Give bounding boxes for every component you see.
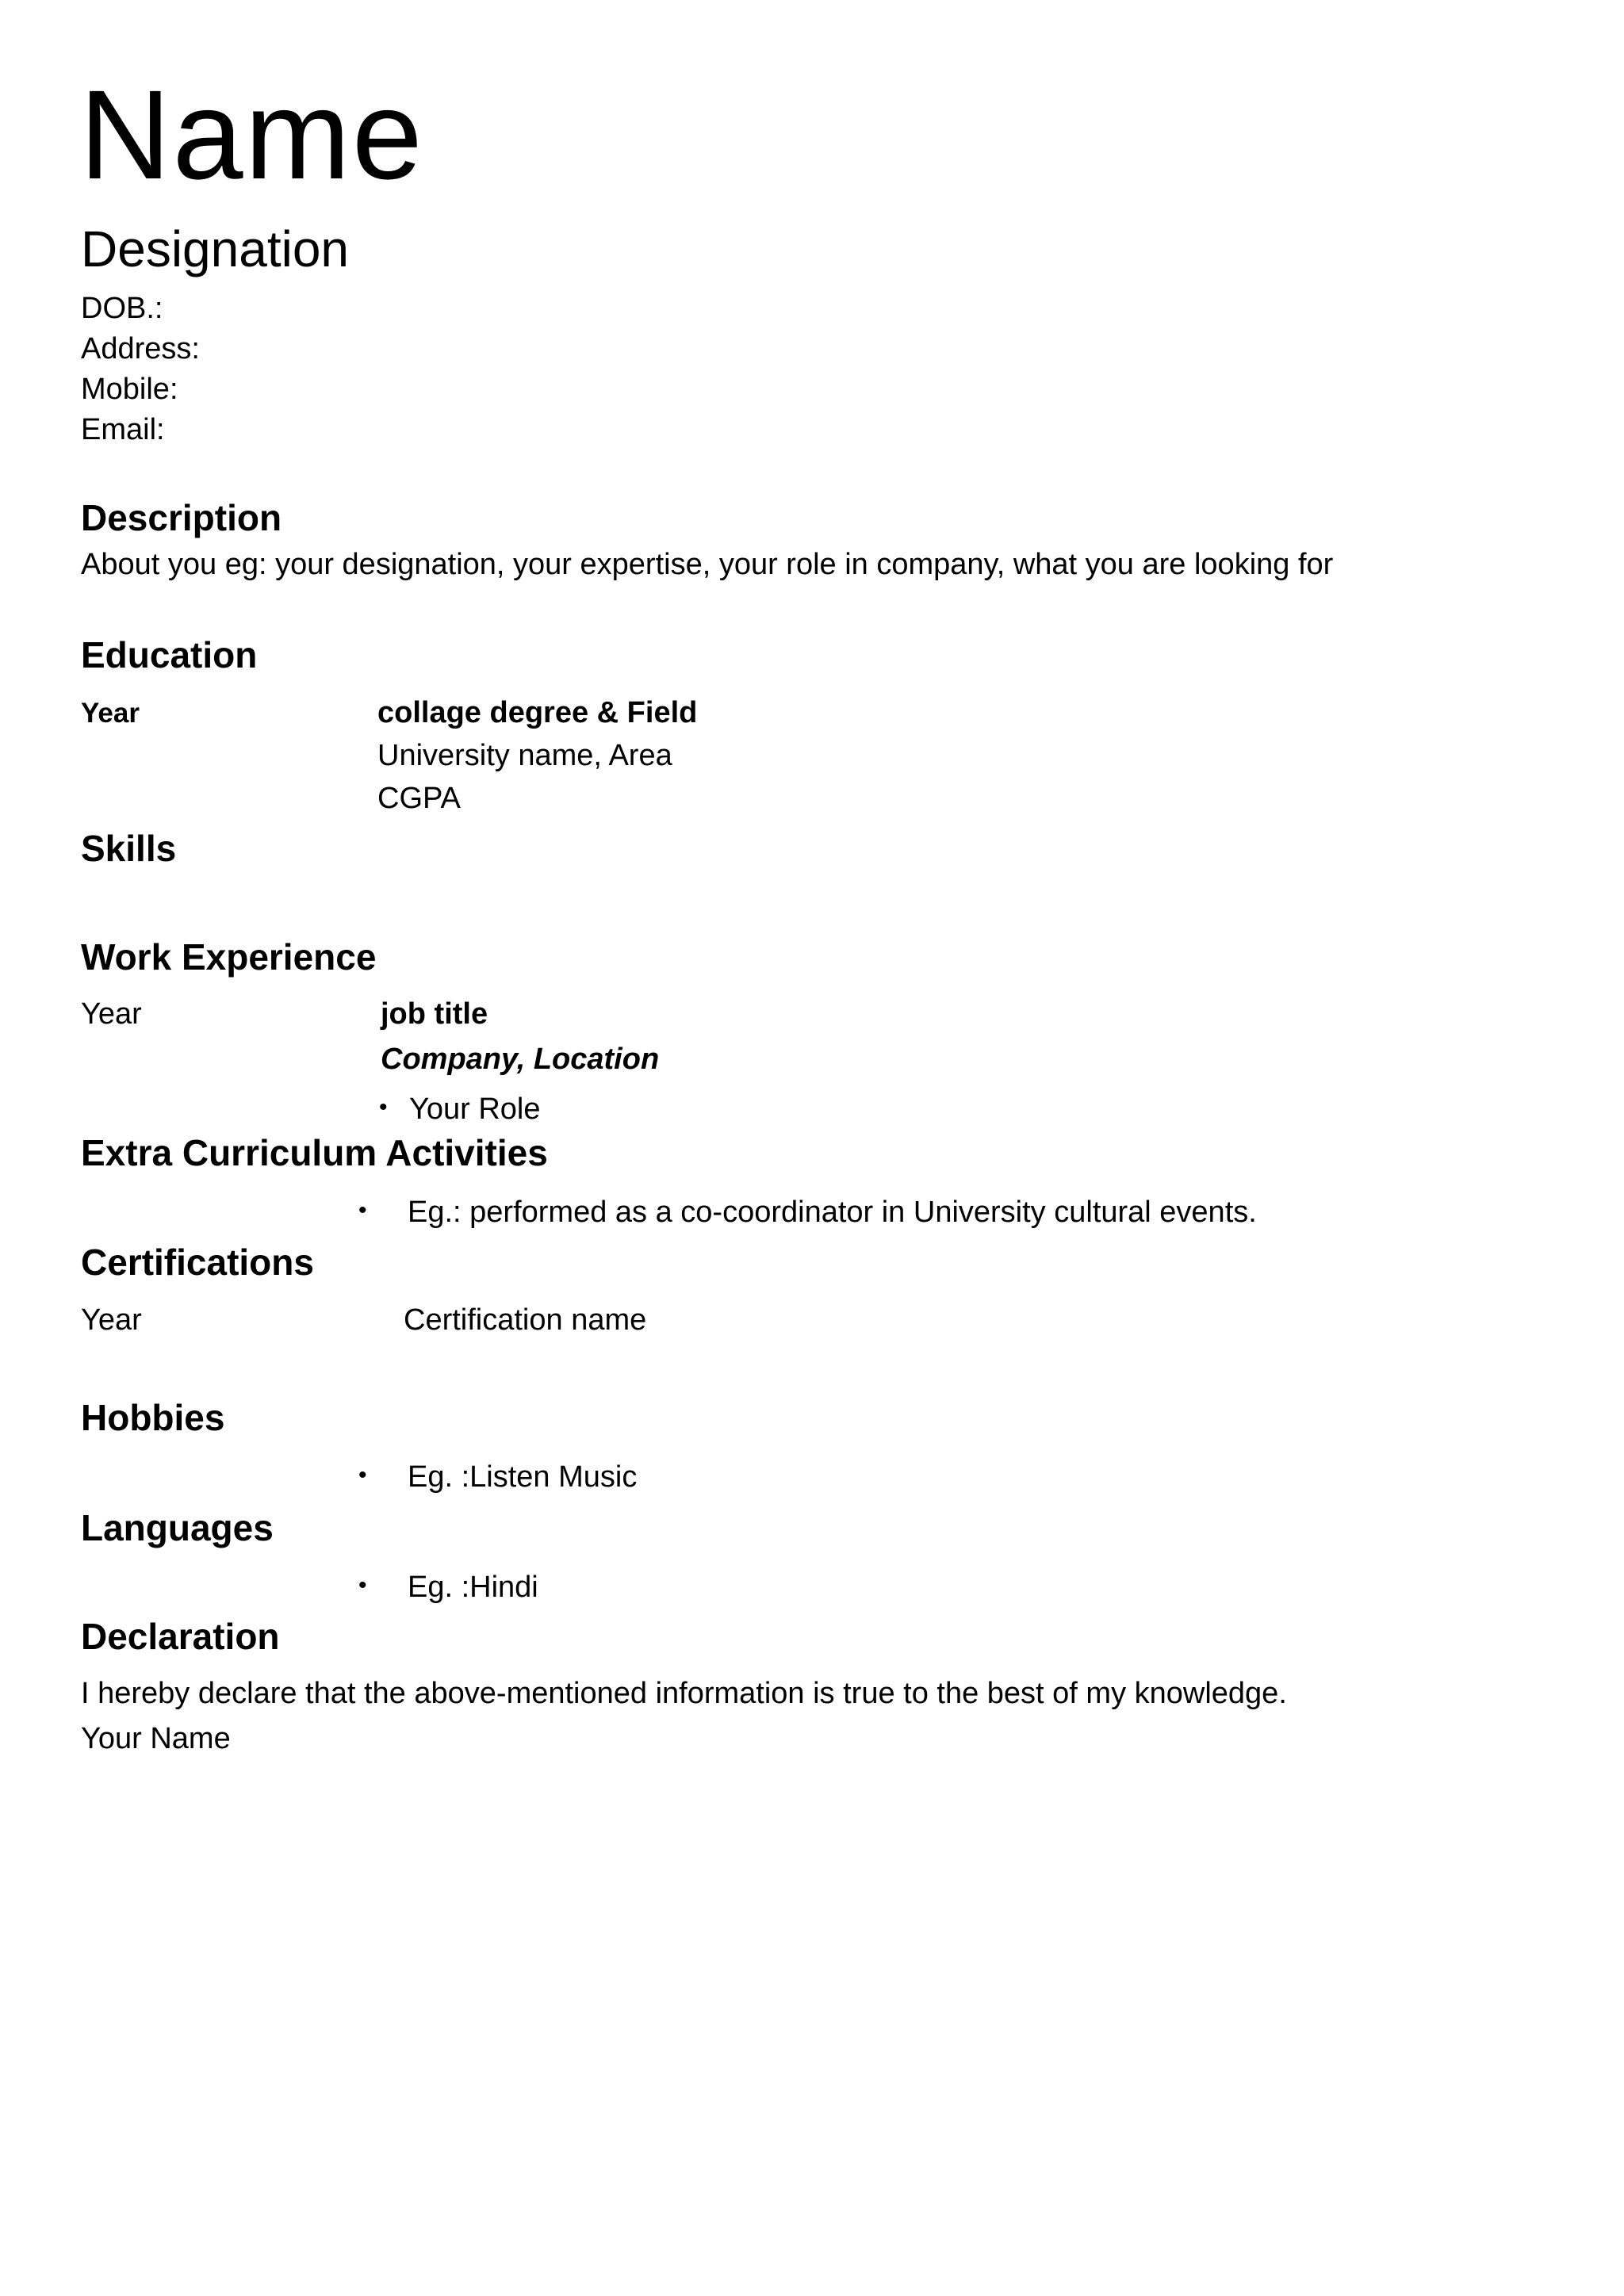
extra-curricular-item: Eg.: performed as a co-coordinator in University cultural events. — [408, 1196, 1257, 1229]
email-label: Email: — [81, 413, 165, 446]
certification-year: Year — [81, 1303, 142, 1337]
languages-item: Eg. :Hindi — [408, 1571, 538, 1604]
description-text: About you eg: your designation, your expertise, your role in company, what you are looking for — [81, 548, 1334, 581]
languages-bullet: • — [358, 1572, 367, 1598]
mobile-label: Mobile: — [81, 373, 178, 406]
description-heading: Description — [81, 497, 282, 538]
education-heading: Education — [81, 634, 258, 675]
certification-name: Certification name — [404, 1303, 647, 1337]
education-university: University name, Area — [377, 739, 672, 772]
job-title: job title — [381, 997, 488, 1031]
education-year: Year — [81, 698, 140, 729]
education-degree: collage degree & Field — [377, 696, 698, 729]
work-role-bullet: • — [379, 1094, 388, 1120]
address-label: Address: — [81, 332, 200, 365]
certifications-heading: Certifications — [81, 1242, 314, 1283]
work-year: Year — [81, 997, 142, 1031]
hobbies-heading: Hobbies — [81, 1397, 225, 1438]
skills-heading: Skills — [81, 828, 177, 869]
work-role: Your Role — [409, 1093, 541, 1126]
declaration-heading: Declaration — [81, 1616, 280, 1657]
hobbies-item: Eg. :Listen Music — [408, 1460, 638, 1494]
designation: Designation — [81, 220, 349, 277]
work-experience-heading: Work Experience — [81, 936, 377, 978]
dob-label: DOB.: — [81, 292, 163, 325]
applicant-name: Name — [79, 63, 424, 205]
company-location: Company, Location — [381, 1043, 660, 1076]
languages-heading: Languages — [81, 1507, 274, 1548]
signature-name: Your Name — [81, 1722, 231, 1755]
education-cgpa: CGPA — [377, 782, 461, 815]
extra-curricular-heading: Extra Curriculum Activities — [81, 1132, 548, 1173]
hobbies-bullet: • — [358, 1462, 367, 1488]
declaration-text: I hereby declare that the above-mentioned information is true to the best of my knowledge. — [81, 1677, 1287, 1710]
extra-curricular-bullet: • — [358, 1197, 367, 1223]
